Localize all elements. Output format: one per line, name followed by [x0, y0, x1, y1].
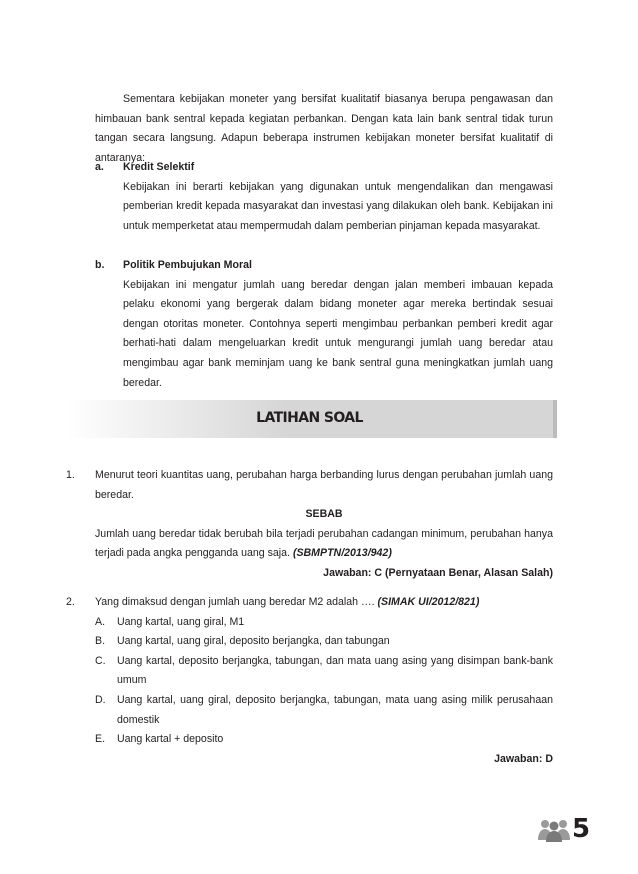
- option-b: B. Uang kartal, uang giral, deposito berjangka, dan tabungan: [95, 635, 390, 648]
- item-title: Kredit Selektif: [123, 161, 195, 173]
- question-number: 1.: [66, 469, 75, 481]
- section-banner: [66, 400, 557, 438]
- option-c: C. Uang kartal, deposito berjangka, tabungan, dan mata uang asing yang disimpan bank-bank umum: [95, 654, 553, 687]
- page-number: 5: [572, 814, 590, 844]
- intro-text: Sementara kebijakan moneter yang bersifat kualitatif biasanya berupa pengawasan dan himbauan bank sentral kepada kegiatan perbankan. Dengan kata lain bank sentral tidak turun tangan secara langsung. Adapun beberapa instrumen kebijakan moneter bersifat kualitatif di antaranya:: [95, 93, 553, 164]
- option-e: E. Uang kartal + deposito: [95, 733, 224, 746]
- people-group-icon: [537, 818, 571, 842]
- question-connector: SEBAB: [305, 508, 343, 521]
- item-label: b.: [95, 259, 105, 271]
- question-answer: Jawaban: C (Pernyataan Benar, Alasan Salah): [323, 566, 553, 579]
- section-title: LATIHAN SOAL: [256, 410, 363, 426]
- question-statement: Yang dimaksud dengan jumlah uang beredar M2 adalah …. (SIMAK UI/2012/821): [95, 596, 480, 608]
- option-d: D. Uang kartal, uang giral, deposito berjangka, tabungan, mata uang asing milik perusahaan domestik: [95, 693, 553, 726]
- option-a: A. Uang kartal, uang giral, M1: [95, 615, 245, 628]
- item-text: Kebijakan ini mengatur jumlah uang beredar dengan jalan memberi imbauan kepada pelaku ekonomi yang bergerak dalam bidang moneter agar mereka bertindak sesuai dengan otoritas moneter. Contohnya seperti mengimbau perbankan pemberi kredit agar berhati-hati dalam mengeluarkan kredit untuk mengurangi jumlah uang beredar atau mengimbau agar bank meminjam uang ke bank sentral guna meningkatkan jumlah uang beredar.: [123, 278, 553, 389]
- item-text: Kebijakan ini berarti kebijakan yang digunakan untuk mengendalikan dan mengawasi pemberian kredit kepada masyarakat dan investasi yang dilakukan oleh bank. Kebijakan ini untuk memperketat atau mempermudah dalam pemberian pinjaman kepada masyarakat.: [123, 180, 553, 232]
- item-title: Politik Pembujukan Moral: [123, 259, 252, 271]
- intro-paragraph: [95, 90, 553, 168]
- question-source: (SIMAK UI/2012/821): [377, 596, 480, 608]
- question-statement: Menurut teori kuantitas uang, perubahan harga berbanding lurus dengan perubahan jumlah uang beredar.: [95, 469, 553, 501]
- question-reason: Jumlah uang beredar tidak berubah bila terjadi perubahan cadangan minimum, perubahan hanya terjadi pada angka pengganda uang saja. (SBMPTN/2013/942): [95, 527, 553, 560]
- question-source: (SBMPTN/2013/942): [292, 547, 392, 560]
- question-answer: Jawaban: D: [494, 752, 553, 765]
- question-number: 2.: [66, 596, 75, 608]
- item-label: a.: [95, 161, 104, 173]
